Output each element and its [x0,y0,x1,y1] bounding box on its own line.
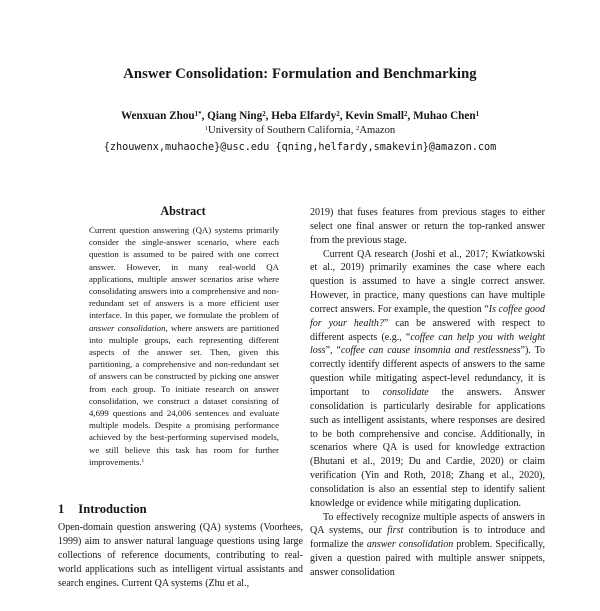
paragraph: To effectively recognize multiple aspects of answers in QA systems, our first contribution is to introduce and formalize the answer consolidation problem. Specifically, given a question paired with multiple answer snippets, answer consolidation [310,511,545,578]
paragraph: Current question answering (QA) systems primarily consider the single-answer scenario, where each question is assumed to be paired with one correct answer. However, in many real-world QA applications, multiple answer scenarios arise where consolidating answers into a comprehensive and non-redundant set of answers is a more efficient user interface. In this paper, we formulate the problem of answer consolidation, where answers are partitioned into multiple groups, each representing different aspects of the answer set. Then, given this partitioning, a comprehensive and non-redundant set of answers can be constructed by picking one answer from each group. To initiate research on answer consolidation, we construct a dataset consisting of 4,699 questions and 24,006 sentences and evaluate multiple models. Despite a promising performance achieved by the best-performing supervised models, we still believe this task has room for further improvements.$^1$ [89,225,279,467]
section-number: 1 [58,502,65,516]
abstract-text [89,224,279,498]
email-line: {zhouwenx,muhaoche}@usc.edu {qning,helfardy,smakevin}@amazon.com [103,142,497,153]
author-line: Wenxuan Zhou$^{1*}$, Qiang Ning$^2$, Heba Elfardy$^2$, Kevin Small$^2$, Muhao Chen$^1$ [120,109,480,122]
paper-title: Answer Consolidation: Formulation and Benchmarking [123,66,477,82]
paragraph: 2019) that fuses features from previous stages to either select one final answer or return the top-ranked answer from the previous stage. [310,207,545,246]
section-title: Introduction [78,502,147,516]
section-heading-introduction [58,502,303,517]
affiliation-line: $^1$University of Southern California, $^2$Amazon [204,125,396,136]
left-column-text [58,521,303,611]
right-column-text [310,206,545,600]
abstract-heading: Abstract [160,204,206,218]
paragraph: Current QA research (Joshi et al., 2017; Kwiatkowski et al., 2019) primarily examines the case where each question is assumed to have a single correct answer. However, in practice, many questions can have multiple correct answers. For example, the question “Is coffee good for your health?” can be answered with respect to different aspects (e.g., “coffee can help you with weight loss”, “coffee can cause insomnia and restlessness”). To correctly identify different aspects of answers to the same question while mitigating aspect-level redundancy, it is important to consolidate the answers. Answer consolidation is particularly desirable for applications such as intelligent assistants, where responses are desired to be both comprehensive and concise. Additionally, in scenarios where QA is used for knowledge extraction (Bhutani et al., 2019; Du and Cardie, 2020) or claim verification (Yin and Roth, 2018; Zhang et al., 2020), consolidation is also an essential step to identify salient knowledge or evidence while mitigating duplication. [310,248,545,509]
paragraph: Open-domain question answering (QA) systems (Voorhees, 1999) aim to answer natural language questions using large collections of reference documents, contributing to real-world applications such as intelligent virtual assistants and search engines. Current QA systems (Zhu et al., [58,522,303,589]
